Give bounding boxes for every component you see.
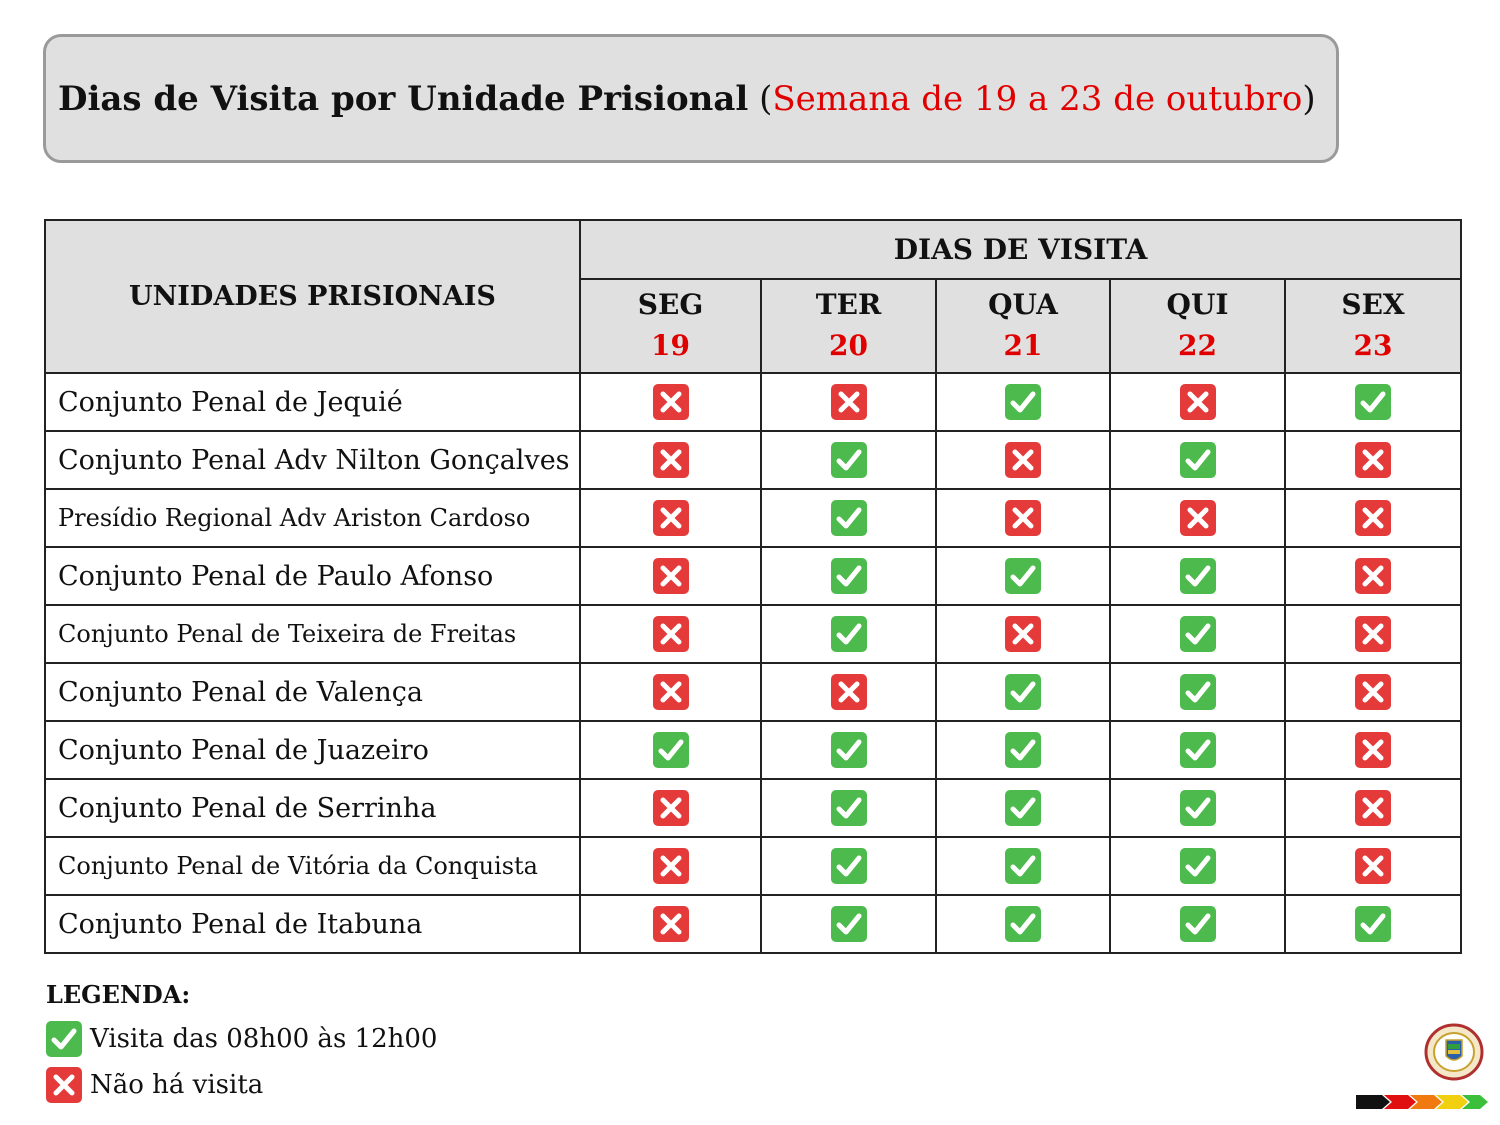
visit-cell-ter [761, 431, 936, 489]
visit-cell-sex [1285, 663, 1461, 721]
cross-mark-icon [831, 384, 867, 420]
visit-cell-ter [761, 837, 936, 895]
title-paren-close: ) [1302, 78, 1316, 119]
cross-mark-icon [1355, 732, 1391, 768]
cross-mark-icon [46, 1067, 82, 1103]
cross-mark-icon [1355, 616, 1391, 652]
check-mark-icon [831, 732, 867, 768]
cross-mark-icon [1180, 384, 1216, 420]
check-mark-icon [1005, 732, 1041, 768]
cross-mark-icon [653, 616, 689, 652]
visit-cell-ter [761, 489, 936, 547]
visit-cell-qua [936, 721, 1110, 779]
visit-cell-seg [580, 895, 761, 953]
check-mark-icon [1005, 790, 1041, 826]
visit-cell-seg [580, 779, 761, 837]
table-row [45, 373, 1461, 431]
visit-cell-sex [1285, 721, 1461, 779]
unit-name: Conjunto Penal de Vitória da Conquista [45, 837, 580, 895]
cross-mark-icon [1355, 848, 1391, 884]
unit-name: Conjunto Penal de Teixeira de Freitas [45, 605, 580, 663]
visit-schedule-table [44, 219, 1462, 954]
day-number: 20 [829, 329, 868, 362]
legend-item-no-visit [46, 1067, 437, 1103]
visit-cell-sex [1285, 547, 1461, 605]
legend [46, 980, 437, 1113]
cross-mark-icon [653, 674, 689, 710]
visit-days-header: DIAS DE VISITA [580, 220, 1461, 279]
day-abbr: SEG [637, 288, 704, 321]
cross-mark-icon [1355, 558, 1391, 594]
day-number: 23 [1353, 329, 1393, 362]
check-mark-icon [1180, 732, 1216, 768]
cross-mark-icon [653, 790, 689, 826]
visit-cell-seg [580, 489, 761, 547]
visit-cell-qua [936, 895, 1110, 953]
day-header-qui [1110, 279, 1285, 373]
visit-cell-qui [1110, 605, 1285, 663]
title-paren-open: ( [759, 78, 773, 119]
cross-mark-icon [1355, 442, 1391, 478]
visit-cell-ter [761, 779, 936, 837]
cross-mark-icon [653, 848, 689, 884]
visit-cell-seg [580, 431, 761, 489]
visit-cell-qui [1110, 895, 1285, 953]
check-mark-icon [1355, 906, 1391, 942]
check-mark-icon [1355, 384, 1391, 420]
unit-name: Conjunto Penal de Jequié [45, 373, 580, 431]
visit-cell-qui [1110, 779, 1285, 837]
title-date-range: Semana de 19 a 23 de outubro [772, 78, 1303, 119]
color-arrows-decoration [1356, 1094, 1488, 1110]
visit-cell-sex [1285, 779, 1461, 837]
check-mark-icon [1005, 906, 1041, 942]
cross-mark-icon [1180, 500, 1216, 536]
visit-cell-qua [936, 373, 1110, 431]
visit-cell-qui [1110, 663, 1285, 721]
visit-cell-ter [761, 605, 936, 663]
visit-cell-seg [580, 663, 761, 721]
table-row [45, 605, 1461, 663]
cross-mark-icon [831, 674, 867, 710]
table-row [45, 547, 1461, 605]
check-mark-icon [1180, 558, 1216, 594]
page-title [43, 34, 1339, 163]
table-row [45, 431, 1461, 489]
check-mark-icon [831, 790, 867, 826]
cross-mark-icon [1005, 500, 1041, 536]
check-mark-icon [831, 442, 867, 478]
visit-cell-seg [580, 373, 761, 431]
day-abbr: TER [815, 288, 882, 321]
visit-cell-ter [761, 373, 936, 431]
visit-cell-qua [936, 663, 1110, 721]
day-header-seg [580, 279, 761, 373]
unit-name: Conjunto Penal de Paulo Afonso [45, 547, 580, 605]
visit-cell-qua [936, 489, 1110, 547]
day-abbr: QUI [1166, 288, 1229, 321]
visit-cell-seg [580, 605, 761, 663]
visit-cell-ter [761, 663, 936, 721]
visit-cell-seg [580, 837, 761, 895]
table-row [45, 779, 1461, 837]
legend-no-visit-label: Não há visita [90, 1070, 264, 1100]
cross-mark-icon [1005, 442, 1041, 478]
day-number: 19 [651, 329, 690, 362]
check-mark-icon [1180, 906, 1216, 942]
day-header-qua [936, 279, 1110, 373]
visit-cell-seg [580, 721, 761, 779]
visit-cell-qui [1110, 373, 1285, 431]
units-column-header: UNIDADES PRISIONAIS [45, 220, 580, 373]
day-abbr: QUA [988, 288, 1058, 321]
table-row [45, 489, 1461, 547]
legend-visit-label: Visita das 08h00 às 12h00 [90, 1024, 438, 1054]
unit-name: Conjunto Penal de Juazeiro [45, 721, 580, 779]
visit-cell-ter [761, 721, 936, 779]
table-row [45, 721, 1461, 779]
day-number: 22 [1178, 329, 1217, 362]
check-mark-icon [1180, 674, 1216, 710]
visit-cell-seg [580, 547, 761, 605]
visit-cell-sex [1285, 373, 1461, 431]
cross-mark-icon [653, 906, 689, 942]
check-mark-icon [831, 848, 867, 884]
cross-mark-icon [653, 384, 689, 420]
day-header-ter [761, 279, 936, 373]
legend-item-visit [46, 1021, 437, 1057]
institution-emblem-icon [1424, 1022, 1484, 1082]
cross-mark-icon [653, 558, 689, 594]
visit-cell-sex [1285, 605, 1461, 663]
visit-cell-qua [936, 547, 1110, 605]
day-number: 21 [1003, 329, 1043, 362]
table-row [45, 837, 1461, 895]
check-mark-icon [1180, 790, 1216, 826]
legend-title: LEGENDA: [46, 980, 191, 1009]
check-mark-icon [1180, 848, 1216, 884]
table-row [45, 663, 1461, 721]
check-mark-icon [1005, 848, 1041, 884]
cross-mark-icon [653, 500, 689, 536]
check-mark-icon [831, 906, 867, 942]
day-abbr: SEX [1341, 288, 1405, 321]
check-mark-icon [1180, 442, 1216, 478]
check-mark-icon [653, 732, 689, 768]
cross-mark-icon [1355, 500, 1391, 536]
cross-mark-icon [653, 442, 689, 478]
unit-name: Conjunto Penal de Itabuna [45, 895, 580, 953]
visit-cell-qui [1110, 489, 1285, 547]
visit-cell-sex [1285, 837, 1461, 895]
unit-name: Conjunto Penal Adv Nilton Gonçalves [45, 431, 580, 489]
cross-mark-icon [1355, 674, 1391, 710]
visit-cell-qui [1110, 721, 1285, 779]
visit-cell-qua [936, 605, 1110, 663]
visit-cell-sex [1285, 895, 1461, 953]
visit-cell-sex [1285, 431, 1461, 489]
check-mark-icon [1005, 674, 1041, 710]
check-mark-icon [831, 558, 867, 594]
visit-cell-qui [1110, 837, 1285, 895]
visit-cell-ter [761, 547, 936, 605]
table-row [45, 895, 1461, 953]
visit-cell-qua [936, 779, 1110, 837]
check-mark-icon [46, 1021, 82, 1057]
day-header-sex [1285, 279, 1461, 373]
check-mark-icon [831, 616, 867, 652]
unit-name: Conjunto Penal de Serrinha [45, 779, 580, 837]
visit-cell-qui [1110, 547, 1285, 605]
unit-name: Conjunto Penal de Valença [45, 663, 580, 721]
check-mark-icon [1005, 384, 1041, 420]
check-mark-icon [1005, 558, 1041, 594]
check-mark-icon [1180, 616, 1216, 652]
check-mark-icon [831, 500, 867, 536]
title-main: Dias de Visita por Unidade Prisional [58, 78, 749, 119]
visit-cell-qua [936, 431, 1110, 489]
cross-mark-icon [1005, 616, 1041, 652]
visit-cell-sex [1285, 489, 1461, 547]
visit-cell-ter [761, 895, 936, 953]
visit-cell-qua [936, 837, 1110, 895]
visit-cell-qui [1110, 431, 1285, 489]
cross-mark-icon [1355, 790, 1391, 826]
unit-name: Presídio Regional Adv Ariston Cardoso [45, 489, 580, 547]
